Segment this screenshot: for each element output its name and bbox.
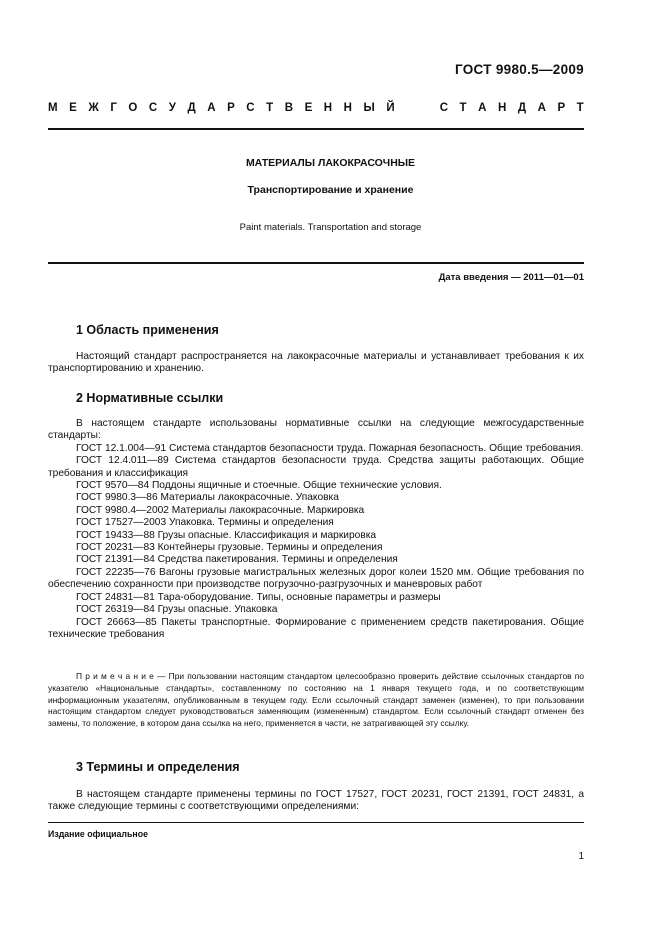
banner-letter: Р xyxy=(227,102,235,114)
document-subtitle: Транспортирование и хранение xyxy=(247,184,414,196)
banner-letter: О xyxy=(128,102,138,114)
banner-letter: Г xyxy=(110,102,117,114)
reference-item xyxy=(48,592,584,604)
standard-number: ГОСТ 9980.5—2009 xyxy=(454,62,584,77)
section-3-body: В настоящем стандарте применены термины по ГОСТ 17527, ГОСТ 20231, ГОСТ 21391, ГОСТ 24831, а также следующие термины с соответствующими определениями: xyxy=(48,789,584,813)
note-paragraph xyxy=(48,671,584,730)
english-title: Paint materials. Transportation and storage xyxy=(239,222,422,233)
banner-gap xyxy=(406,102,428,114)
banner-letter: Е xyxy=(304,102,313,114)
references-intro xyxy=(48,418,584,443)
reference-item xyxy=(48,530,584,542)
introduction-date: Дата введения — 2011—01—01 xyxy=(438,272,584,283)
reference-text: ГОСТ 26319—84 Грузы опасные. Упаковка xyxy=(76,604,278,616)
reference-item xyxy=(48,517,584,529)
banner-letter: Е xyxy=(69,102,77,114)
reference-item xyxy=(48,542,584,554)
references-list xyxy=(48,418,584,641)
banner-letter: Т xyxy=(576,102,584,114)
reference-text: ГОСТ 17527—2003 Упаковка. Термины и определения xyxy=(76,517,334,529)
banner-letter: Й xyxy=(386,102,395,114)
section-3-text xyxy=(48,789,584,814)
reference-text: ГОСТ 9570—84 Поддоны ящичные и стоечные. Общие технические условия. xyxy=(76,480,442,492)
reference-text: ГОСТ 24831—81 Тара-оборудование. Типы, основные параметры и размеры xyxy=(76,591,441,603)
reference-text: ГОСТ 20231—83 Контейнеры грузовые. Термины и определения xyxy=(76,542,383,554)
section-1-heading: 1 Область применения xyxy=(76,323,219,337)
banner-letter: Т xyxy=(266,102,274,114)
banner-letter: С xyxy=(148,102,158,114)
banner-letter: Ж xyxy=(88,102,99,114)
reference-text: ГОСТ 9980.4—2002 Материалы лакокрасочные. Маркировка xyxy=(76,504,365,516)
banner-letter: У xyxy=(168,102,176,114)
title-divider xyxy=(48,262,584,264)
banner-letter: А xyxy=(537,102,546,114)
document-title: МАТЕРИАЛЫ ЛАКОКРАСОЧНЫЕ xyxy=(245,157,416,169)
banner-letter: С xyxy=(439,102,448,114)
section-3-heading: 3 Термины и определения xyxy=(76,760,240,774)
banner-letter: Н xyxy=(323,102,333,114)
banner-letter: Д xyxy=(517,102,527,114)
banner-letter: Н xyxy=(497,102,507,114)
reference-item xyxy=(48,505,584,517)
section-2-heading: 2 Нормативные ссылки xyxy=(76,391,224,405)
reference-item xyxy=(48,567,584,592)
banner-letter: Т xyxy=(459,102,467,114)
banner-letter: Д xyxy=(187,102,196,114)
edition-divider xyxy=(48,822,584,823)
banner-letter: В xyxy=(284,102,294,114)
section-1-body: Настоящий стандарт распространяется на лакокрасочные материалы и устанавливает требования к их транспортированию и хранению. xyxy=(48,351,584,375)
banner-letter: Н xyxy=(343,102,352,114)
reference-text: ГОСТ 22235—76 Вагоны грузовые магистральных железных дорог колеи 1520 мм. Общие требования по обеспечению сохранности при производстве погрузочно-разгрузочных и маневровых работ xyxy=(48,566,584,591)
section-1-text xyxy=(48,351,584,376)
top-divider xyxy=(48,128,584,130)
banner-letter: С xyxy=(246,102,255,114)
banner-letter: М xyxy=(48,102,58,114)
reference-item xyxy=(48,443,584,455)
official-edition-label: Издание официальное xyxy=(48,829,148,839)
reference-text: ГОСТ 9980.3—86 Материалы лакокрасочные. Упаковка xyxy=(76,492,339,504)
reference-item xyxy=(48,554,584,566)
reference-text: ГОСТ 12.1.004—91 Система стандартов безопасности труда. Пожарная безопасность. Общие требования. xyxy=(76,442,584,454)
reference-item xyxy=(48,617,584,642)
reference-item xyxy=(48,492,584,504)
reference-text: ГОСТ 21391—84 Средства пакетирования. Термины и определения xyxy=(76,554,398,566)
reference-item xyxy=(48,604,584,616)
reference-text: ГОСТ 26663—85 Пакеты транспортные. Формирование с применением средств пакетирования. Общие технические требования xyxy=(48,616,584,640)
references-items xyxy=(48,443,584,642)
interstate-standard-banner xyxy=(48,102,584,114)
page-number: 1 xyxy=(578,851,584,862)
reference-item xyxy=(48,480,584,492)
note-text: П р и м е ч а н и е — При пользовании настоящим стандартом целесообразно проверить действие ссылочных стандартов по указателю «Национальные стандарты», составленному по состоянию на 1 января текущего года, и по соответствующим информационным указателям, опубликованным в текущем году. Если ссылочный стандарт заменен (изменен), то при пользовании настоящим стандартом следует руководствоваться заменяющим (измененным) стандартом. Если ссылочный стандарт отменен без замены, то положение, в котором дана ссылка на него, применяется в части, не затрагивающей эту ссылку. xyxy=(48,671,584,729)
reference-item xyxy=(48,455,584,480)
banner-letter: Р xyxy=(557,102,566,114)
banner-letter: Ы xyxy=(363,102,375,114)
banner-letter: А xyxy=(478,102,487,114)
references-intro-text: В настоящем стандарте использованы нормативные ссылки на следующие межгосударственные стандарты: xyxy=(48,418,584,442)
reference-text: ГОСТ 12.4.011—89 Система стандартов безопасности труда. Средства защиты работающих. Общие требования и классификация xyxy=(48,455,584,479)
reference-text: ГОСТ 19433—88 Грузы опасные. Классификация и маркировка xyxy=(76,529,377,541)
banner-letter: А xyxy=(207,102,216,114)
